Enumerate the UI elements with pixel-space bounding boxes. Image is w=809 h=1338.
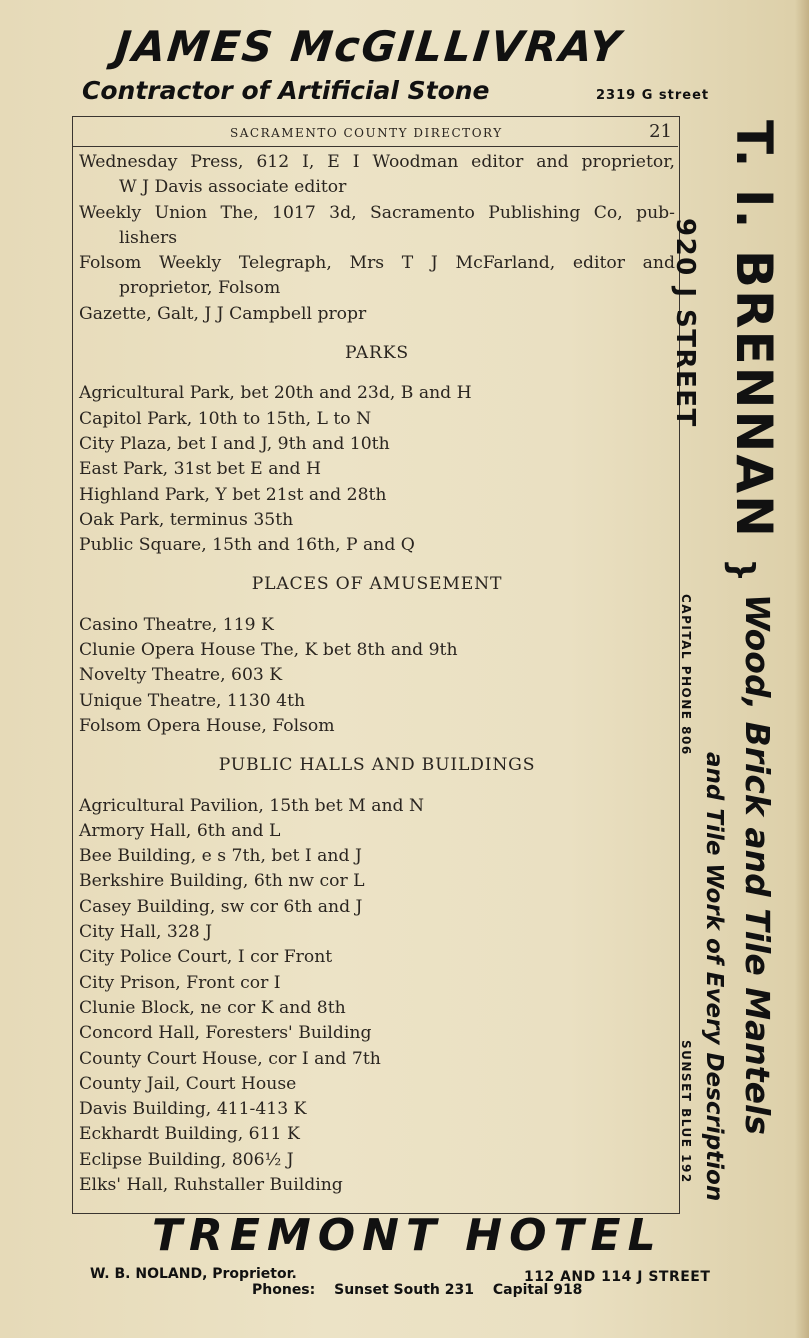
list-item: Folsom Opera House, Folsom [79,715,335,736]
list-item: City Hall, 328 J [79,922,213,943]
list-item: City Plaza, bet I and J, 9th and 10th [79,433,390,454]
list-item: Davis Building, 411-413 K [79,1099,307,1120]
hotel-proprietor: W. B. NOLAND, Proprietor. [90,1266,297,1282]
hotel-name: TREMONT HOTEL [152,1210,663,1261]
list-item: Eckhardt Building, 611 K [79,1124,300,1145]
phone-capital: Capital 918 [492,1282,583,1298]
brennan-address: 920 J STREET [670,218,700,428]
advert-tagline: Contractor of Artificial Stone [82,76,490,105]
hotel-address: 112 AND 114 J STREET [524,1269,711,1285]
list-item: Berkshire Building, 6th nw cor L [79,871,365,892]
list-item: Elks' Hall, Ruhstaller Building [79,1174,343,1195]
list-item: Capitol Park, 10th to 15th, L to N [79,408,372,429]
advert-address: 2319 G street [596,88,710,103]
hotel-phones [252,1282,596,1298]
list-item: County Court House, cor I and 7th [79,1048,381,1069]
list-item: Unique Theatre, 1130 4th [79,690,306,711]
header-title: SACRAMENTO COUNTY DIRECTORY [230,126,503,140]
list-item: Wednesday Press, 612 I, E I Woodman editor and proprietor, [79,152,675,172]
list-item: County Jail, Court House [79,1073,297,1094]
running-header [72,123,678,145]
list-item: East Park, 31st bet E and H [79,459,321,480]
directory-content [79,150,675,1198]
list-item: Eclipse Building, 806½ J [79,1149,294,1170]
list-item: W J Davis associate editor [119,177,347,198]
header-rule [72,146,678,147]
list-item: Weekly Union The, 1017 3d, Sacramento Publishing Co, pub- [79,202,675,223]
list-item: Casino Theatre, 119 K [79,614,274,635]
section-title-amusement: PLACES OF AMUSEMENT [251,574,503,595]
list-item: Clunie Block, ne cor K and 8th [79,997,346,1018]
brennan-phone-capital: CAPITAL PHONE 806 [679,594,693,756]
list-item: Armory Hall, 6th and L [79,820,281,841]
list-item: Agricultural Pavilion, 15th bet M and N [79,795,425,816]
list-item: Folsom Weekly Telegraph, Mrs T J McFarland, editor and [79,253,675,274]
advert-name: JAMES McGILLIVRAY [112,22,625,71]
brennan-line1: Wood, Brick and Tile Mantels [738,594,777,1135]
list-item: Highland Park, Y bet 21st and 28th [79,484,387,505]
list-item: Oak Park, terminus 35th [79,509,294,530]
list-item: City Prison, Front cor I [79,972,281,993]
phones-label: Phones: [252,1282,316,1298]
brennan-name: T. I. BRENNAN [725,120,783,539]
brennan-phone-sunset: SUNSET BLUE 192 [679,1040,693,1184]
list-item: Concord Hall, Foresters' Building [79,1023,372,1044]
list-item: Public Square, 15th and 16th, P and Q [79,535,415,556]
list-item: Bee Building, e s 7th, bet I and J [79,846,362,867]
list-item: Casey Building, sw cor 6th and J [79,896,363,917]
list-item: Agricultural Park, bet 20th and 23d, B and H [79,383,472,404]
list-item: Clunie Opera House The, K bet 8th and 9th [79,640,458,661]
list-item: lishers [119,227,178,248]
list-item: proprietor, Folsom [119,278,281,299]
section-title-parks: PARKS [345,343,409,364]
brace-glyph: } [721,558,761,583]
list-item: City Police Court, I cor Front [79,947,333,968]
list-item: Gazette, Galt, J J Campbell propr [79,303,367,324]
list-item: Novelty Theatre, 603 K [79,665,283,686]
brennan-line2: and Tile Work of Every Description [701,752,727,1202]
page-number: 21 [649,121,672,142]
phone-sunset: Sunset South 231 [334,1282,474,1298]
section-title-halls: PUBLIC HALLS AND BUILDINGS [218,755,536,776]
